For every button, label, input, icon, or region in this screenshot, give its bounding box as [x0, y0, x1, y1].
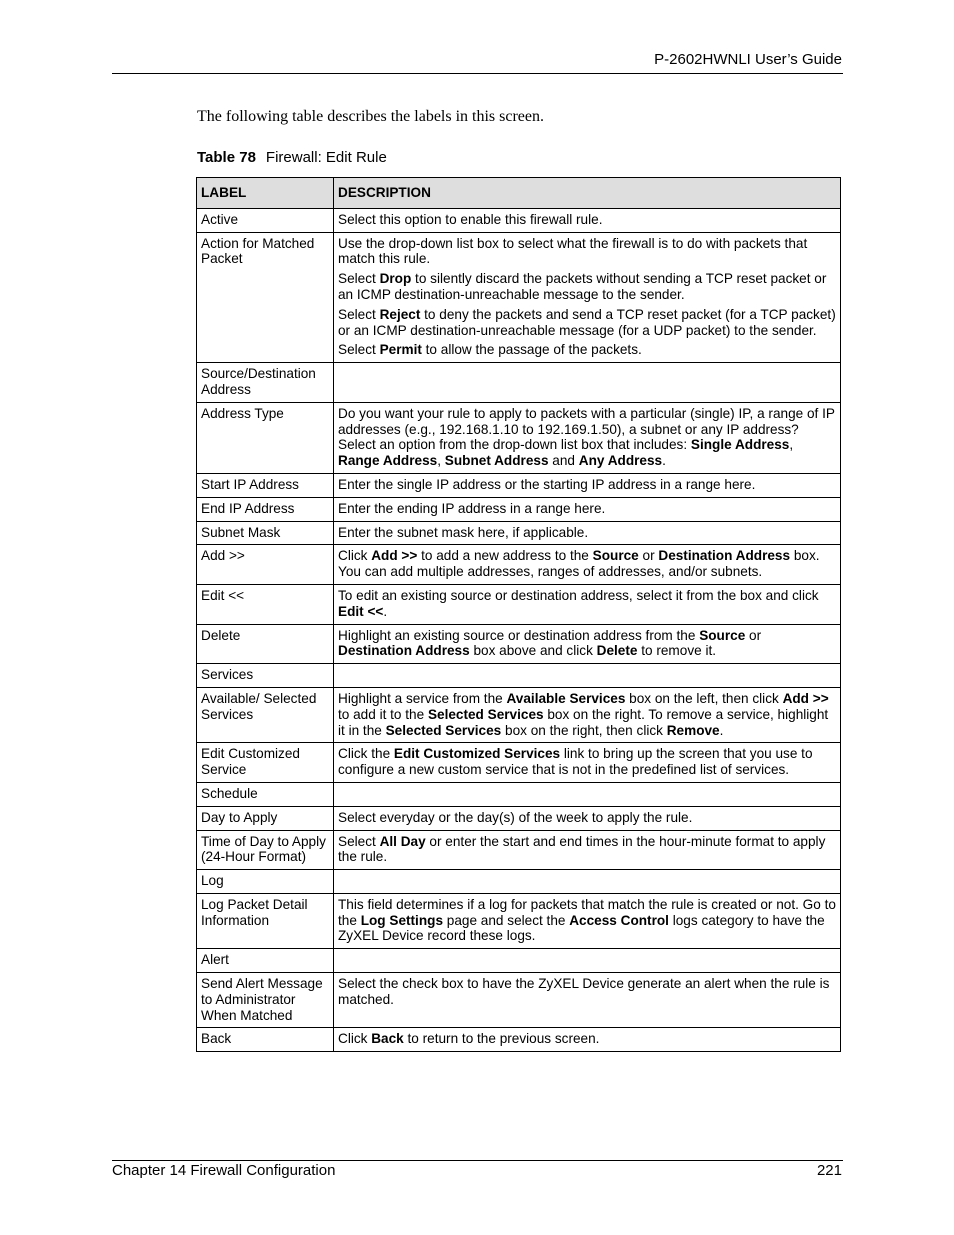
- bold-term: Selected Services: [427, 706, 544, 722]
- text-run: .: [383, 603, 388, 619]
- row-label: Action for Matched Packet: [197, 232, 334, 363]
- row-label: Start IP Address: [197, 473, 334, 497]
- table-body: [197, 208, 841, 1051]
- table-row: [197, 743, 841, 783]
- table-row: [197, 1028, 841, 1052]
- text-run: Click: [338, 1031, 372, 1047]
- row-description: [334, 973, 841, 1028]
- footer-rule: [112, 1160, 843, 1161]
- bold-term: Single Address: [690, 437, 790, 453]
- row-label: Edit Customized Service: [197, 743, 334, 783]
- text-run: Select: [338, 306, 380, 322]
- row-label: Schedule: [197, 782, 334, 806]
- text-run: to add it to the: [338, 706, 428, 722]
- row-label: Add >>: [197, 545, 334, 585]
- text-run: .: [719, 722, 724, 738]
- row-description: [334, 664, 841, 688]
- table-caption: [197, 149, 387, 166]
- bold-term: Available Services: [506, 690, 626, 706]
- table-row: [197, 782, 841, 806]
- row-description: [334, 584, 841, 624]
- table-caption-title: Firewall: Edit Rule: [265, 149, 387, 166]
- table-row: [197, 830, 841, 870]
- bold-term: Any Address: [578, 453, 663, 469]
- description-paragraph: [338, 1031, 836, 1047]
- row-description: [334, 473, 841, 497]
- text-run: to silently discard the packets without sending a TCP reset packet or an ICMP destination-unreachable message to the sender.: [338, 271, 827, 302]
- text-run: To edit an existing source or destination address, select it from the box and click: [338, 587, 819, 603]
- table-row: [197, 893, 841, 948]
- row-label: Active: [197, 208, 334, 232]
- bold-term: Source: [699, 627, 746, 643]
- table-caption-label: Table 78: [197, 149, 256, 166]
- footer-page-number: 221: [816, 1162, 842, 1179]
- description-paragraph: [338, 307, 836, 339]
- row-label: Time of Day to Apply (24-Hour Format): [197, 830, 334, 870]
- row-label: End IP Address: [197, 497, 334, 521]
- text-run: Do you want your rule to apply to packets with a particular (single) IP, a range of IP addresses (e.g., 192.168.1.10 to 192.169.1.50), a subnet or any IP address? Select an option from the drop-down list box that includes:: [338, 405, 835, 453]
- text-run: to return to the previous screen.: [403, 1031, 600, 1047]
- text-run: page and select the: [443, 912, 570, 928]
- text-run: ,: [437, 453, 445, 469]
- bold-term: Permit: [379, 342, 422, 358]
- text-run: Select: [338, 342, 380, 358]
- table-row: [197, 584, 841, 624]
- text-run: Highlight a service from the: [338, 690, 507, 706]
- description-paragraph: [338, 834, 836, 866]
- description-paragraph: [338, 810, 836, 826]
- bold-term: Source: [592, 548, 639, 564]
- text-run: Select this option to enable this firewall rule.: [338, 211, 603, 227]
- table-row: [197, 232, 841, 363]
- text-run: .: [662, 453, 666, 469]
- row-label: Back: [197, 1028, 334, 1052]
- firewall-edit-rule-table: [196, 177, 841, 1052]
- table-row: [197, 624, 841, 664]
- row-label: Source/Destination Address: [197, 363, 334, 403]
- row-description: [334, 893, 841, 948]
- text-run: Enter the subnet mask here, if applicable.: [338, 524, 589, 540]
- text-run: Click the: [338, 746, 394, 762]
- row-description: [334, 402, 841, 473]
- description-paragraph: [338, 236, 836, 268]
- header-rule: [112, 73, 843, 74]
- bold-term: Subnet Address: [444, 453, 549, 469]
- row-description: [334, 208, 841, 232]
- row-label: Subnet Mask: [197, 521, 334, 545]
- intro-paragraph: The following table describes the labels in this screen.: [197, 108, 545, 125]
- column-header-description: DESCRIPTION: [334, 178, 841, 209]
- description-paragraph: [338, 212, 836, 228]
- row-description: [334, 870, 841, 894]
- text-run: to deny the packets and send a TCP reset packet (for a TCP packet) or an ICMP destination-unreachable message (for a UDP packet) to the sender.: [338, 306, 836, 338]
- row-label: Delete: [197, 624, 334, 664]
- row-description: [334, 949, 841, 973]
- bold-term: Destination Address: [338, 643, 470, 659]
- table-row: [197, 806, 841, 830]
- bold-term: Destination Address: [658, 548, 791, 564]
- text-run: This field determines if a log for packets that match the rule is created or not. Go to the: [338, 896, 836, 928]
- row-description: [334, 497, 841, 521]
- table-row: [197, 473, 841, 497]
- text-run: or: [638, 548, 659, 564]
- row-label: Send Alert Message to Administrator When Matched: [197, 973, 334, 1028]
- row-description: [334, 363, 841, 403]
- table-row: [197, 497, 841, 521]
- text-run: logs category to have the ZyXEL Device record these logs.: [338, 912, 825, 944]
- row-label: Day to Apply: [197, 806, 334, 830]
- description-paragraph: [338, 691, 836, 738]
- description-paragraph: [338, 746, 836, 778]
- row-label: Available/ Selected Services: [197, 687, 334, 742]
- description-paragraph: [338, 406, 836, 469]
- text-run: or enter the start and end times in the hour-minute format to apply the rule.: [338, 833, 826, 865]
- bold-term: Access Control: [569, 912, 669, 928]
- text-run: box on the right, then click: [501, 722, 667, 738]
- text-run: box above and click: [469, 643, 597, 659]
- row-description: [334, 232, 841, 363]
- text-run: or: [745, 627, 762, 643]
- text-run: Select: [338, 271, 380, 287]
- column-header-label: LABEL: [197, 178, 334, 209]
- description-paragraph: [338, 271, 836, 303]
- bold-term: Selected Services: [385, 722, 502, 738]
- bold-term: Edit Customized Services: [393, 746, 561, 762]
- text-run: Enter the ending IP address in a range here.: [338, 500, 606, 516]
- text-run: box. You can add multiple addresses, ranges of addresses, and/or subnets.: [338, 548, 820, 580]
- table-row: [197, 664, 841, 688]
- table-row: [197, 870, 841, 894]
- text-run: link to bring up the screen that you use to configure a new custom service that is not in the predefined list of services.: [338, 746, 813, 778]
- row-label: Log Packet Detail Information: [197, 893, 334, 948]
- bold-term: Reject: [379, 306, 421, 322]
- row-description: [334, 830, 841, 870]
- row-label: Services: [197, 664, 334, 688]
- table-row: [197, 521, 841, 545]
- bold-term: Back: [371, 1031, 404, 1047]
- description-paragraph: [338, 588, 836, 620]
- row-label: Address Type: [197, 402, 334, 473]
- bold-term: Drop: [379, 271, 412, 287]
- text-run: box on the right. To remove a service, highlight it in the: [338, 706, 829, 738]
- bold-term: Edit <<: [338, 603, 384, 619]
- bold-term: Log Settings: [360, 912, 444, 928]
- bold-term: Add >>: [371, 548, 418, 564]
- table-header-row: [197, 178, 841, 209]
- row-label: Edit <<: [197, 584, 334, 624]
- text-run: ,: [789, 437, 794, 453]
- text-run: box on the left, then click: [625, 690, 783, 706]
- bold-term: Delete: [596, 643, 638, 659]
- text-run: Use the drop-down list box to select what the firewall is to do with packets that match this rule.: [338, 235, 808, 267]
- bold-term: All Day: [379, 833, 426, 849]
- text-run: to remove it.: [637, 643, 717, 659]
- row-label: Log: [197, 870, 334, 894]
- table-row: [197, 545, 841, 585]
- description-paragraph: [338, 525, 836, 541]
- text-run: Highlight an existing source or destination address from the: [338, 627, 700, 643]
- description-paragraph: [338, 342, 836, 358]
- row-label: Alert: [197, 949, 334, 973]
- running-header-title: P-2602HWNLI User’s Guide: [654, 51, 842, 68]
- description-paragraph: [338, 976, 836, 1008]
- row-description: [334, 1028, 841, 1052]
- text-run: Select: [338, 833, 380, 849]
- text-run: and: [548, 453, 579, 469]
- description-paragraph: [338, 477, 836, 493]
- table-row: [197, 363, 841, 403]
- row-description: [334, 545, 841, 585]
- text-run: Enter the single IP address or the starting IP address in a range here.: [338, 476, 756, 492]
- table-row: [197, 949, 841, 973]
- description-paragraph: [338, 897, 836, 944]
- footer-chapter: Chapter 14 Firewall Configuration: [112, 1162, 336, 1179]
- text-run: to add a new address to the: [417, 548, 593, 564]
- text-run: to allow the passage of the packets.: [421, 342, 642, 358]
- text-run: Select everyday or the day(s) of the week to apply the rule.: [338, 809, 693, 825]
- table-row: [197, 973, 841, 1028]
- row-description: [334, 743, 841, 783]
- bold-term: Remove: [666, 722, 720, 738]
- table-row: [197, 208, 841, 232]
- description-paragraph: [338, 628, 836, 660]
- table-row: [197, 687, 841, 742]
- table-row: [197, 402, 841, 473]
- bold-term: Range Address: [338, 453, 438, 469]
- row-description: [334, 521, 841, 545]
- bold-term: Add >>: [782, 690, 829, 706]
- row-description: [334, 782, 841, 806]
- description-paragraph: [338, 548, 836, 580]
- row-description: [334, 687, 841, 742]
- row-description: [334, 806, 841, 830]
- description-paragraph: [338, 501, 836, 517]
- text-run: Click: [338, 548, 372, 564]
- text-run: Select the check box to have the ZyXEL Device generate an alert when the rule is matched.: [338, 976, 830, 1007]
- row-description: [334, 624, 841, 664]
